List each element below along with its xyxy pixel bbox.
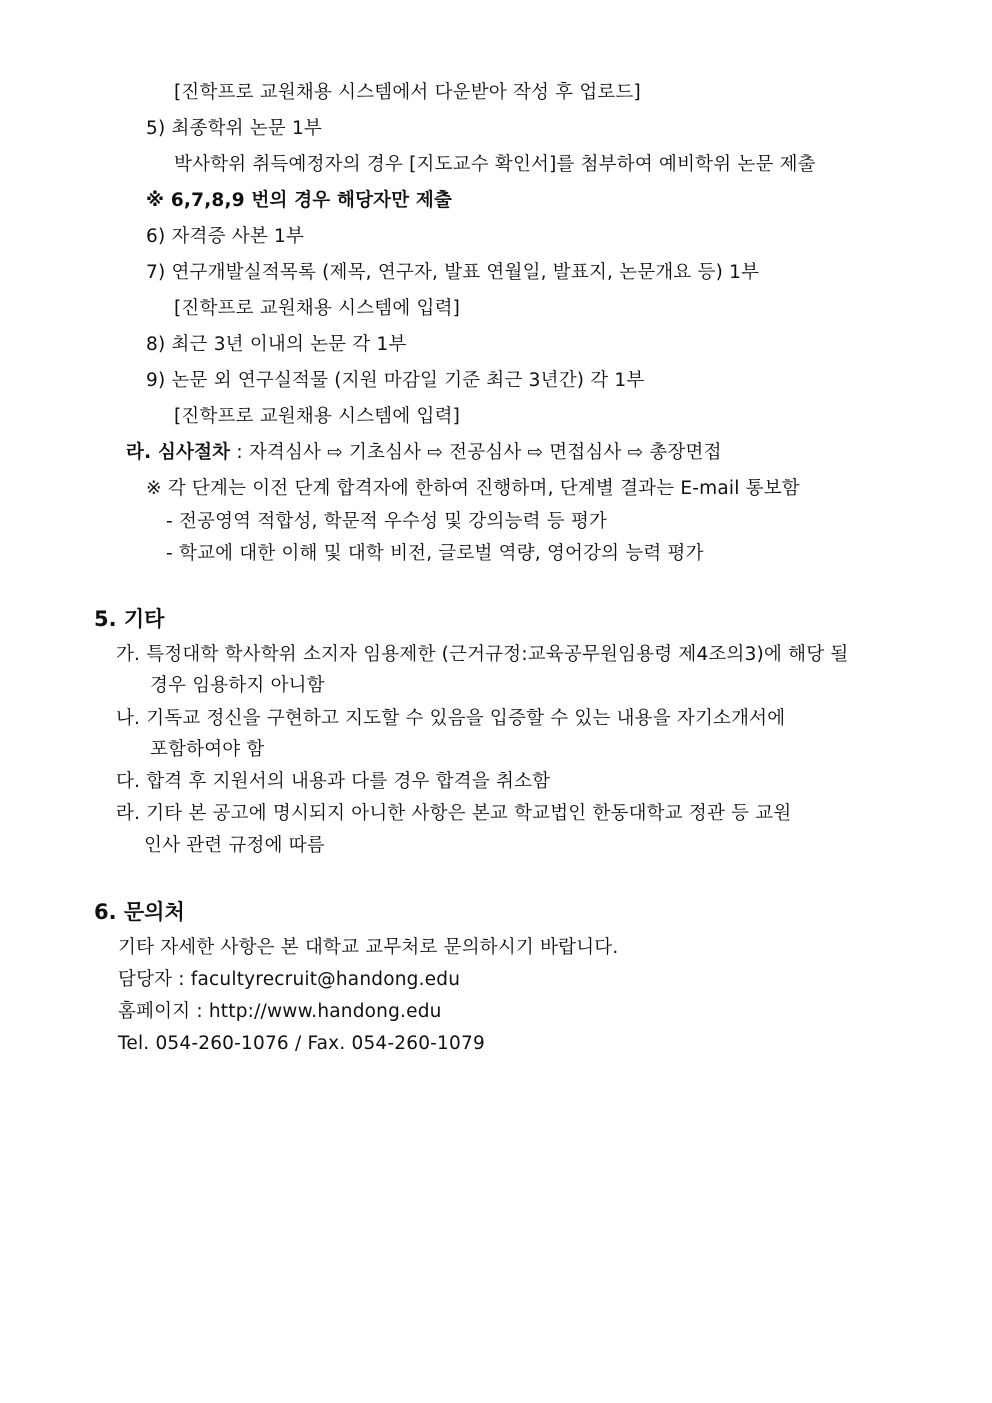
doc-line: - 전공영역 적합성, 학문적 우수성 및 강의능력 등 평가 bbox=[166, 511, 608, 532]
doc-line: [진학프로 교원채용 시스템에서 다운받아 작성 후 업로드] bbox=[174, 82, 641, 103]
doc-line: 6) 자격증 사본 1부 bbox=[146, 226, 305, 247]
doc-line: [진학프로 교원채용 시스템에 입력] bbox=[174, 406, 461, 427]
doc-line: 라. 기타 본 공고에 명시되지 아니한 사항은 본교 학교법인 한동대학교 정관 등 교원 bbox=[116, 803, 792, 824]
doc-line: 7) 연구개발실적목록 (제목, 연구자, 발표 연월일, 발표지, 논문개요 등) 1부 bbox=[146, 262, 760, 283]
doc-line: - 학교에 대한 이해 및 대학 비전, 글로벌 역량, 영어강의 능력 평가 bbox=[166, 543, 704, 564]
doc-line: 8) 최근 3년 이내의 논문 각 1부 bbox=[146, 334, 407, 355]
section-heading: 6. 문의처 bbox=[94, 900, 185, 924]
doc-line: 기타 자세한 사항은 본 대학교 교무처로 문의하시기 바랍니다. bbox=[118, 937, 619, 958]
doc-line: 경우 임용하지 아니함 bbox=[150, 675, 325, 696]
doc-note-bold: ※ 6,7,8,9 번의 경우 해당자만 제출 bbox=[146, 190, 453, 211]
doc-line: 9) 논문 외 연구실적물 (지원 마감일 기준 최근 3년간) 각 1부 bbox=[146, 370, 645, 391]
doc-line: 다. 합격 후 지원서의 내용과 다를 경우 합격을 취소함 bbox=[116, 771, 551, 792]
section-heading: 5. 기타 bbox=[94, 607, 165, 631]
doc-line: ※ 각 단계는 이전 단계 합격자에 한하여 진행하며, 단계별 결과는 E-mail 통보함 bbox=[146, 478, 800, 499]
doc-line: 나. 기독교 정신을 구현하고 지도할 수 있음을 입증할 수 있는 내용을 자기소개서에 bbox=[116, 708, 786, 729]
review-label: 라. 심사절차 bbox=[126, 442, 231, 463]
doc-line: 포함하여야 함 bbox=[150, 739, 265, 760]
contact-phone: Tel. 054-260-1076 / Fax. 054-260-1079 bbox=[118, 1033, 485, 1054]
review-steps: : 자격심사 ⇨ 기초심사 ⇨ 전공심사 ⇨ 면접심사 ⇨ 총장면접 bbox=[230, 442, 722, 463]
contact-homepage: 홈페이지 : http://www.handong.edu bbox=[118, 1001, 442, 1022]
doc-line: 박사학위 취득예정자의 경우 [지도교수 확인서]를 첨부하여 예비학위 논문 제출 bbox=[174, 154, 816, 175]
doc-line: 5) 최종학위 논문 1부 bbox=[146, 118, 323, 139]
contact-email: 담당자 : facultyrecruit@handong.edu bbox=[118, 969, 461, 990]
review-procedure bbox=[126, 440, 722, 466]
doc-line: [진학프로 교원채용 시스템에 입력] bbox=[174, 298, 461, 319]
doc-line: 인사 관련 규정에 따름 bbox=[144, 835, 325, 856]
doc-line: 가. 특정대학 학사학위 소지자 임용제한 (근거규정:교육공무원임용령 제4조의3)에 해당 될 bbox=[116, 644, 849, 665]
